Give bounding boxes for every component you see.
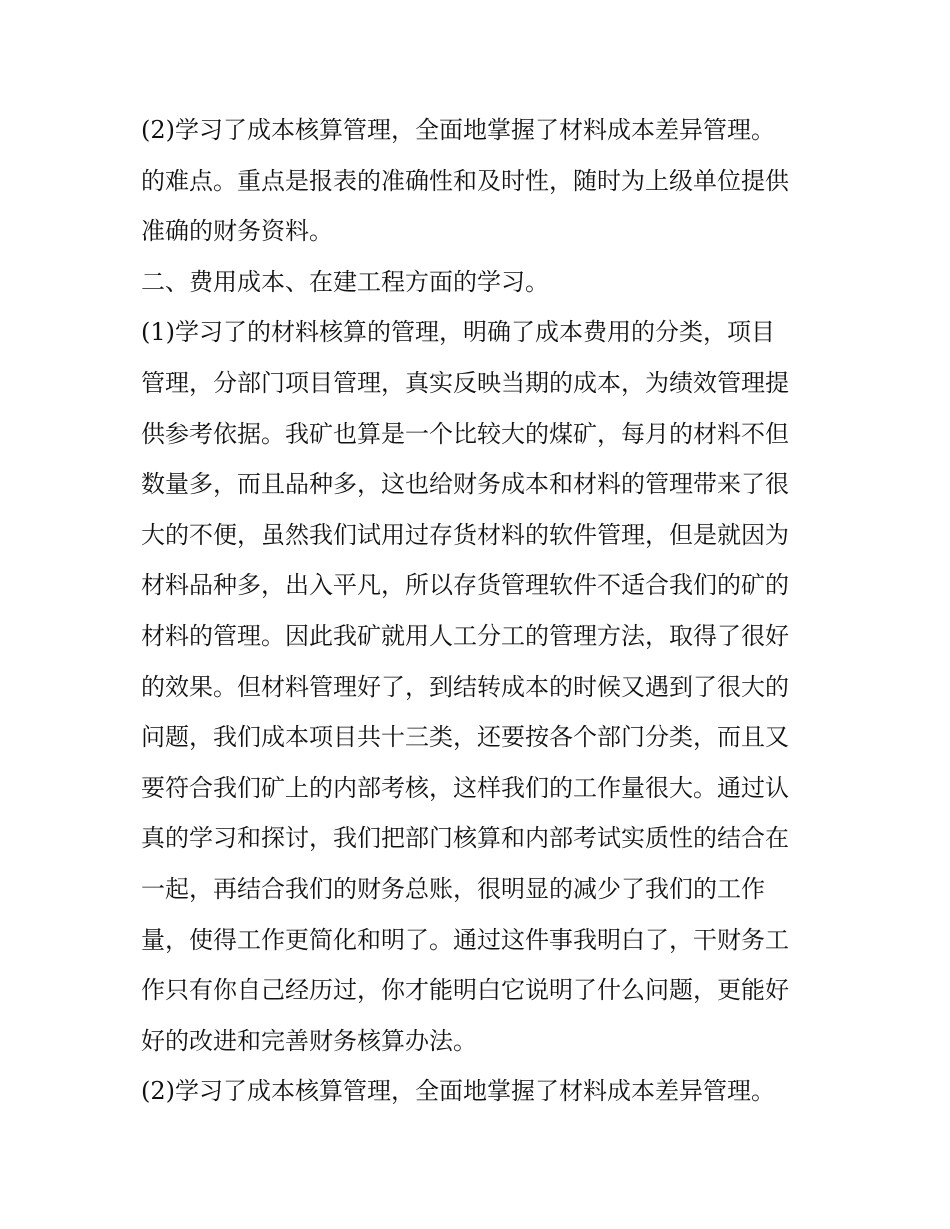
text-line: 管理，分部门项目管理，真实反映当期的成本，为绩效管理提 xyxy=(141,368,789,397)
text-line: (2)学习了成本核算管理，全面地掌握了材料成本差异管理。 xyxy=(141,1077,775,1106)
text-line: 材料品种多，出入平凡，所以存货管理软件不适合我们的矿的 xyxy=(141,571,789,600)
text-line: 准确的财务资料。 xyxy=(141,217,333,246)
text-line: (2)学习了成本核算管理，全面地掌握了材料成本差异管理。 xyxy=(141,116,775,144)
text-line: 的难点。重点是报表的准确性和及时性，随时为上级单位提供 xyxy=(141,166,789,195)
body-text xyxy=(141,105,813,1117)
text-line: 真的学习和探讨，我们把部门核算和内部考试实质性的结合在 xyxy=(141,824,789,853)
text-line: 的效果。但材料管理好了，到结转成本的时候又遇到了很大的 xyxy=(141,672,789,701)
text-line: 大的不便，虽然我们试用过存货材料的软件管理，但是就因为 xyxy=(141,520,789,549)
section-heading: 二、费用成本、在建工程方面的学习。 xyxy=(141,267,549,296)
text-line: 材料的管理。因此我矿就用人工分工的管理方法，取得了很好 xyxy=(141,621,789,650)
text-line: 要符合我们矿上的内部考核，这样我们的工作量很大。通过认 xyxy=(141,773,789,802)
text-line: 一起，再结合我们的财务总账，很明显的减少了我们的工作 xyxy=(141,874,765,903)
text-line: 好的改进和完善财务核算办法。 xyxy=(141,1026,477,1055)
text-line: (1)学习了的材料核算的管理，明确了成本费用的分类，项目 xyxy=(141,318,775,347)
text-line: 数量多，而且品种多，这也给财务成本和材料的管理带来了很 xyxy=(141,470,789,499)
text-line: 问题，我们成本项目共十三类，还要按各个部门分类，而且又 xyxy=(141,723,789,752)
text-line: 作只有你自己经历过，你才能明白它说明了什么问题，更能好 xyxy=(141,976,789,1005)
text-line: 量，使得工作更简化和明了。通过这件事我明白了，干财务工 xyxy=(141,925,789,954)
text-line: 供参考依据。我矿也算是一个比较大的煤矿，每月的材料不但 xyxy=(141,419,789,448)
